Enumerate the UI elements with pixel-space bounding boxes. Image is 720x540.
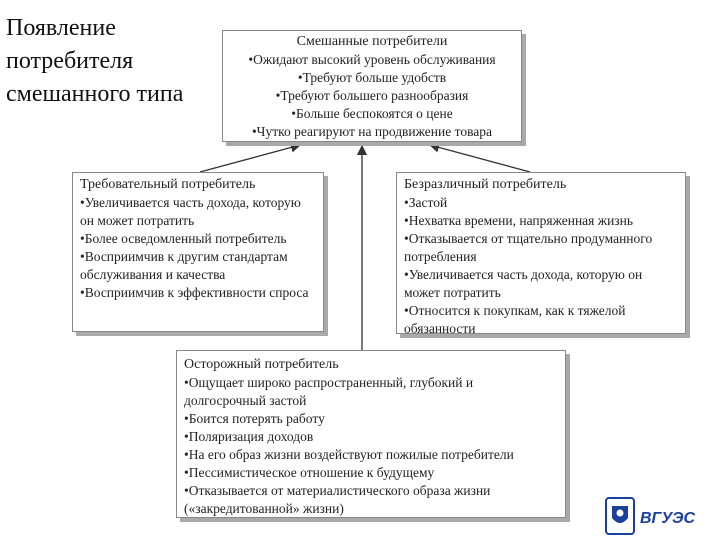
demanding-consumer-box: [72, 172, 324, 332]
mixed-item: •Больше беспокоятся о цене: [291, 106, 453, 121]
indifferent-item: •Увеличивается часть дохода, которую он может потратить: [404, 267, 643, 300]
university-logo: [604, 496, 712, 536]
arrow-demanding-to-mixed: [200, 145, 300, 172]
arrow-indifferent-to-mixed: [430, 145, 530, 172]
cautious-item: •Ощущает широко распространенный, глубокий и долгосрочный застой: [184, 375, 474, 408]
mixed-item: •Требуют большего разнообразия: [275, 88, 469, 103]
demanding-item: •Увеличивается часть дохода, которую он может потратить: [80, 195, 301, 228]
mixed-consumers-box: [222, 30, 522, 142]
indifferent-consumer-box: [396, 172, 686, 334]
cautious-item: •Поляризация доходов: [184, 429, 314, 444]
demanding-item: •Более осведомленный потребитель: [80, 231, 287, 246]
demanding-item: •Восприимчив к другим стандартам обслуживания и качества: [80, 249, 288, 282]
mixed-consumers-title: Смешанные потребители: [296, 34, 448, 49]
cautious-item: •Отказывается от материалистического образа жизни («закредитованной» жизни): [184, 483, 491, 516]
cautious-consumer-title: Осторожный потребитель: [184, 357, 339, 372]
indifferent-item: •Нехватка времени, напряженная жизнь: [404, 213, 634, 228]
demanding-item: •Восприимчив к эффективности спроса: [80, 285, 309, 300]
cautious-item: •На его образ жизни воздействуют пожилые потребители: [184, 447, 514, 462]
mixed-item: •Ожидают высокий уровень обслуживания: [248, 52, 496, 67]
demanding-consumer-title: Требовательный потребитель: [80, 177, 256, 192]
slide-title: Появление потребителя смешанного типа: [6, 15, 184, 107]
mixed-item: •Чутко реагируют на продвижение товара: [251, 124, 493, 139]
indifferent-item: •Относится к покупкам, как к тяжелой обязанности: [404, 303, 626, 336]
logo-text: ВГУЭС: [640, 510, 696, 527]
mixed-item: •Требуют больше удобств: [297, 70, 447, 85]
indifferent-consumer-title: Безразличный потребитель: [404, 177, 567, 192]
university-crest-icon: [606, 498, 634, 534]
indifferent-item: •Застой: [404, 195, 448, 210]
cautious-item: •Пессимистическое отношение к будущему: [184, 465, 435, 480]
indifferent-item: •Отказывается от тщательно продуманного потребления: [404, 231, 653, 264]
cautious-consumer-box: [176, 350, 566, 518]
cautious-item: •Боится потерять работу: [184, 411, 325, 426]
